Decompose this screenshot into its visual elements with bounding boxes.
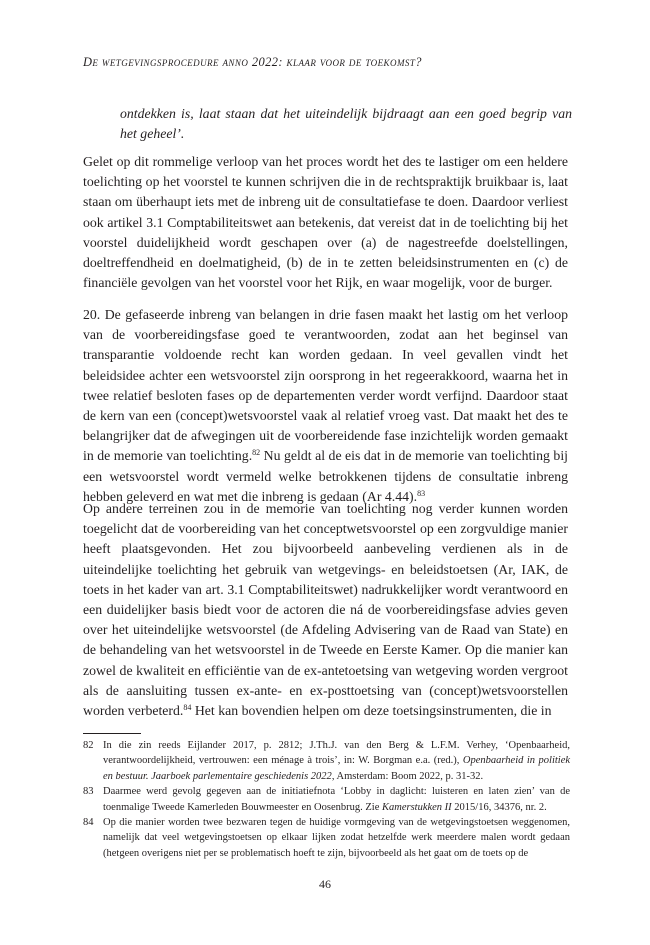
footnote-ref-82[interactable]: 82 [252,448,261,458]
block-quote: ontdekken is, laat staan dat het uiteindelijk bijdraagt aan een goed begrip van het geheel’. [120,106,572,142]
paragraph-1: Gelet op dit rommelige verloop van het proces wordt het des te lastiger om een heldere toelichting op het voorstel te kunnen schrijven die in de rechtspraktijk bruikbaar is, laat staan om überhaupt iets met de inbreng uit de consultatiefase te doen. Daardoor verliest ook artikel 3.1 Comptabiliteitswet aan betekenis, dat vereist dat in de toelichting bij het voorstel duidelijkheid wordt geschapen over (a) de nagestreefde doelstellingen, doeltreffendheid en doelmatigheid, (b) de in te zetten beleidsinstrumenten en (c) de financiële gevolgen van het voorstel voor het Rijk, en waar mogelijk, voor de burger. [83,154,568,291]
footnote-ref-84[interactable]: 84 [183,703,192,713]
footnotes [83,738,570,861]
footnote-divider [83,733,141,734]
paragraph-3-text-a: Op andere terreinen zou in de memorie van toelichting nog verder kunnen worden toegelicht dat de voorbereiding van het conceptwetsvoorstel op een zorgvuldige manier heeft plaatsgevonden. Het zou bijvoorbeeld aanbeveling verdienen als in de uiteindelijke toelichting het gebruik van wetgevings- en beleidstoetsen (Ar, IAK, de toets in het kader van art. 3.1 Comptabiliteitswet) nadrukkelijker wordt verantwoord en een duidelijker basis biedt voor de actoren die ná de voorbereidingsfase advies geven over het uiteindelijke wetsvoorstel (de Afdeling Advisering van de Raad van State) en de behandeling van het wetsvoorstel in de Tweede en Eerste Kamer. Op die manier kan zowel de kwaliteit en efficiëntie van de ex-antetoetsing van wetgeving worden vergroot als de aansluiting tussen ex-ante- en ex-posttoetsing van (concept)wetsvoorstellen worden verbeterd. [83,501,568,719]
paragraph-20-text-b: Nu geldt al de eis dat in de memorie van toelichting bij een wetsvoorstel wordt vermeld welke betrokkenen tijdens de consultatie inbreng hebben geleverd en wat met die inbreng is gedaan (Ar 4.44). [83,448,568,504]
paragraph-20-text-a: 20. De gefaseerde inbreng van belangen in drie fasen maakt het lastig om het verloop van de voorbereidingsfase goed te verantwoorden, zodat aan het beginsel van transparantie voldoende recht kan worden gedaan. In veel gevallen vindt het beleidsidee achter een wetsvoorstel zijn oorsprong in het regeerakkoord, waarna het in twee relatief besloten fases op de departementen verder wordt verfijnd. Daardoor staat de kern van een (concept)wetsvoorstel vaak al relatief vroeg vast. Dat maakt het des te belangrijker dat de afwegingen uit de voorbereidende fase inzichtelijk worden gemaakt in de memorie van toelichting. [83,307,568,464]
paragraph-3-text-b: Het kan bovendien helpen om deze toetsingsinstrumenten, die in [191,703,552,719]
paragraph-20 [83,305,568,507]
footnote-82 [83,738,570,784]
footnote-84 [83,815,570,861]
footnote-text: Op die manier worden twee bezwaren tegen de huidige vormgeving van de wetgevingstoetsen weggenomen, namelijk dat veel wetgevingstoetsen op elkaar lijken zodat hetzelfde werk meerdere malen wordt gedaan (hetgeen overigens niet per se problematisch hoeft te zijn, bijvoorbeeld als het gaat om de toets op de [103,817,570,859]
footnote-number: 82 [83,740,94,751]
running-head: De wetgevingsprocedure anno 2022: klaar voor de toekomst? [83,55,422,69]
footnote-text: Daarmee werd gevolg gegeven aan de initiatiefnota ‘Lobby in daglicht: luisteren en laten zien’ van de toenmalige Tweede Kamerleden Bouwmeester en Oosenbrug. Zie Kamerstukken II 2015/16, 34376, nr. 2. [103,786,570,813]
footnote-number: 84 [83,817,94,829]
footnote-83 [83,784,570,815]
footnote-text: In die zin reeds Eijlander 2017, p. 2812; J.Th.J. van den Berg & L.F.M. Verhey, ‘Openbaarheid, verantwoordelijkheid, vertrouwen: een ménage à trois’, in: W. Borgman e.a. (red.), Openbaarheid in politiek en bestuur. Jaarboek parlementaire geschiedenis 2022, Amsterdam: Boom 2022, p. 31-32. [103,740,571,782]
footnote-ref-83[interactable]: 83 [417,488,426,498]
footnote-number: 83 [83,786,94,798]
page-number: 46 [319,877,331,891]
paragraph-3 [83,499,568,721]
